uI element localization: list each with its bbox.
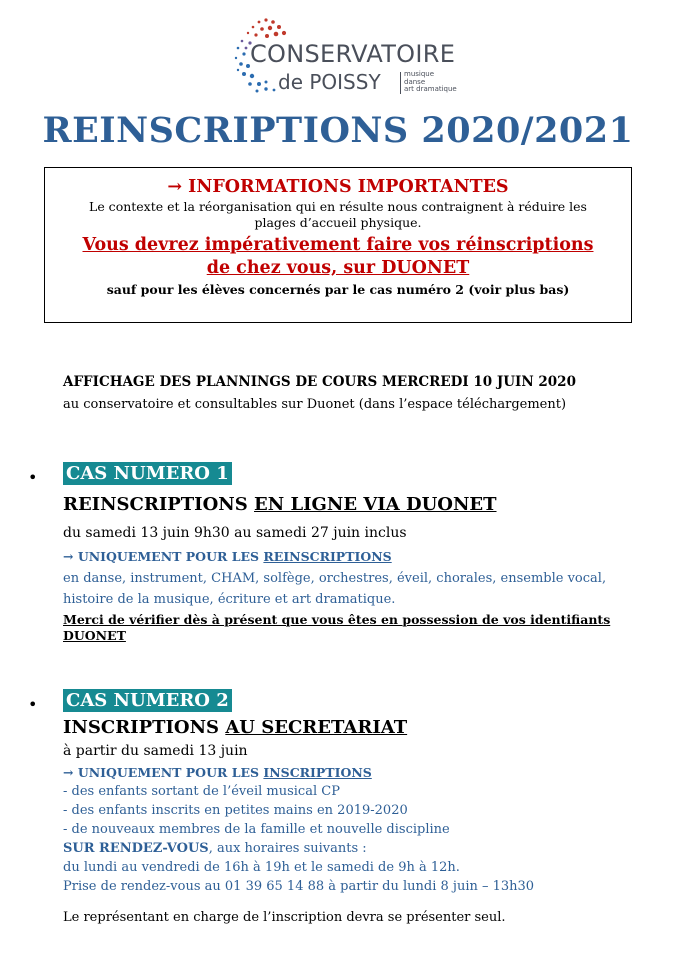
logo-separator — [400, 72, 401, 94]
case2-rdv-rest: , aux horaires suivants : — [208, 841, 367, 856]
info-strong-line2: de chez vous, sur DUONET — [206, 258, 470, 278]
case2-title-underlined: AU SECRETARIAT — [225, 717, 408, 738]
case1-title-plain: REINSCRIPTIONS — [63, 494, 255, 515]
planning-text: au conservatoire et consultables sur Duonet (dans l’espace téléchargement) — [63, 397, 567, 412]
case2-rdv-bold: SUR RENDEZ-VOUS — [63, 841, 209, 856]
case1-title-underlined: EN LIGNE VIA DUONET — [254, 494, 497, 515]
info-heading-text: INFORMATIONS IMPORTANTES — [188, 177, 509, 197]
planning-title: AFFICHAGE DES PLANNINGS DE COURS MERCREDI 10 JUIN 2020 — [63, 374, 576, 390]
arrow-right-icon: → — [167, 177, 183, 197]
info-strong-line1: Vous devrez impérativement faire vos réinscriptions — [82, 235, 594, 255]
case2-only-line — [63, 765, 372, 780]
info-strong-message — [45, 234, 631, 280]
case2-phone: Prise de rendez-vous au 01 39 65 14 88 à partir du lundi 8 juin – 13h30 — [63, 879, 535, 894]
case2-bullet: • — [28, 695, 38, 714]
arrow-right-icon: → — [63, 549, 74, 564]
case1-list-line1: en danse, instrument, CHAM, solfège, orchestres, éveil, chorales, ensemble vocal, — [63, 571, 607, 586]
important-info-box — [44, 167, 632, 323]
logo-tagline — [404, 71, 457, 94]
info-heading — [45, 177, 631, 197]
case2-only-underlined: INSCRIPTIONS — [263, 765, 372, 780]
page-title: REINSCRIPTIONS 2020/2021 — [42, 110, 634, 151]
case1-merci-note: Merci de vérifier dès à présent que vous êtes en possession de vos identifiants DUONET — [63, 612, 611, 643]
case1-badge: CAS NUMERO 1 — [63, 462, 232, 485]
case2-rdv-line — [63, 841, 367, 856]
case1-only-line — [63, 549, 392, 564]
case1-title — [63, 494, 497, 515]
logo-tag-dance: danse — [404, 77, 426, 86]
logo-tag-music: musique — [404, 70, 435, 78]
logo-name-line2: de POISSY — [278, 70, 381, 94]
case2-title-plain: INSCRIPTIONS — [63, 717, 226, 738]
logo-tag-drama: art dramatique — [404, 85, 457, 93]
case1-only-underlined: REINSCRIPTIONS — [263, 549, 392, 564]
conservatoire-logo — [226, 14, 466, 98]
arrow-right-icon: → — [63, 765, 74, 780]
case2-hours: du lundi au vendredi de 16h à 19h et le samedi de 9h à 12h. — [63, 860, 460, 875]
footer-note: Le représentant en charge de l’inscription devra se présenter seul. — [63, 910, 506, 925]
case1-list-line2: histoire de la musique, écriture et art dramatique. — [63, 592, 396, 607]
list-item: - des enfants inscrits en petites mains en 2019-2020 — [63, 803, 408, 818]
case2-dates: à partir du samedi 13 juin — [63, 743, 248, 759]
list-item: - de nouveaux membres de la famille et nouvelle discipline — [63, 822, 450, 837]
case2-badge: CAS NUMERO 2 — [63, 689, 232, 712]
case1-bullet: • — [28, 468, 38, 487]
logo-name-line1: CONSERVATOIRE — [250, 40, 456, 68]
info-exception-note: sauf pour les élèves concernés par le cas numéro 2 (voir plus bas) — [106, 282, 570, 297]
list-item: - des enfants sortant de l’éveil musical CP — [63, 784, 340, 799]
case1-dates: du samedi 13 juin 9h30 au samedi 27 juin inclus — [63, 525, 407, 541]
case1-only-prefix: UNIQUEMENT POUR LES — [77, 549, 264, 564]
case2-title — [63, 717, 407, 738]
info-context-text: Le contexte et la réorganisation qui en résulte nous contraignent à réduire les plages d’accueil physique. — [89, 199, 587, 230]
case2-only-prefix: UNIQUEMENT POUR LES — [77, 765, 264, 780]
